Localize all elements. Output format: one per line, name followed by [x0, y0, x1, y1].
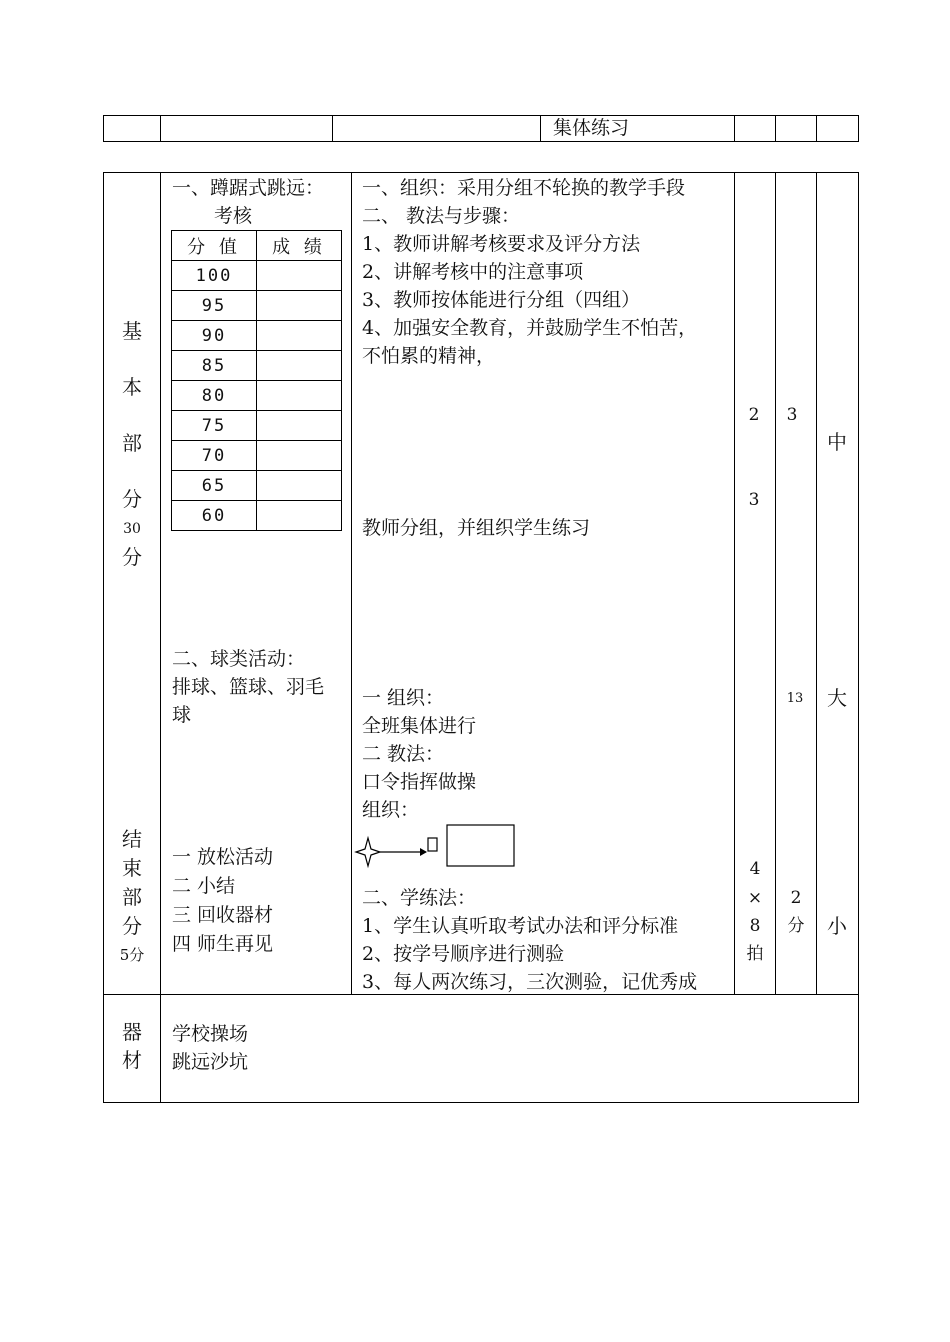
count-b: 13: [786, 691, 804, 706]
method-line: 1、教师讲解考核要求及评分方法: [362, 233, 641, 255]
intensity-c: 小: [827, 914, 847, 938]
score-value: 85: [172, 351, 257, 381]
times-c-char: ×: [747, 888, 763, 908]
times-a: 2: [748, 405, 760, 425]
basic-label-char: 分: [122, 487, 142, 511]
method-line: 口令指挥做操: [362, 771, 477, 793]
jump-subtitle: 考核: [214, 205, 253, 227]
method-line: 4、加强安全教育，并鼓励学生不怕苦，: [362, 317, 698, 339]
grade-cell: [257, 291, 342, 321]
jump-title: 一、蹲踞式跳远：: [172, 177, 325, 199]
grade-cell: [257, 411, 342, 441]
score-value: 75: [172, 411, 257, 441]
grade-cell: [257, 501, 342, 531]
basic-label-char: 部: [122, 431, 142, 455]
score-value: 80: [172, 381, 257, 411]
times-c-char: 4: [749, 859, 761, 879]
score-value: 70: [172, 441, 257, 471]
method-line: 二、学练法：: [362, 887, 477, 909]
end-item: 四 师生再见: [172, 933, 274, 955]
basic-section-unit: 分: [122, 545, 142, 569]
grade-cell: [257, 381, 342, 411]
basic-label-char: 本: [122, 375, 142, 399]
end-section-score: 5分: [119, 946, 145, 964]
equipment-item: 学校操场: [172, 1023, 249, 1045]
method-line: 全班集体进行: [362, 715, 477, 737]
basic-section-score: 30: [123, 521, 141, 537]
method-line: 组织：: [362, 799, 420, 821]
end-label-char: 分: [122, 914, 142, 938]
end-item: 三 回收器材: [172, 904, 274, 926]
intensity-a: 中: [827, 430, 847, 454]
method-line: 3、教师按体能进行分组（四组）: [362, 289, 641, 311]
formation-diagram: [352, 820, 522, 870]
end-label-char: 结: [122, 827, 142, 851]
ball-items-cont: 球: [172, 704, 192, 726]
table-row: [172, 291, 342, 321]
count-a: 3: [786, 405, 798, 425]
count-c-char: 分: [787, 916, 805, 936]
table-row: [172, 321, 342, 351]
count-c-char: 2: [790, 888, 802, 908]
end-item: 一 放松活动: [172, 846, 274, 868]
large-rectangle-icon: [447, 825, 514, 866]
basic-label-char: 基: [122, 319, 142, 343]
top-row-activity: 集体练习: [553, 117, 630, 139]
ball-items: 排球、篮球、羽毛: [172, 676, 325, 698]
table-row: [172, 501, 342, 531]
table-row: [172, 471, 342, 501]
score-value: 100: [172, 261, 257, 291]
end-label-char: 束: [122, 856, 142, 880]
method-line: 2、讲解考核中的注意事项: [362, 261, 584, 283]
ball-title: 二、球类活动：: [172, 648, 306, 670]
end-item: 二 小结: [172, 875, 236, 897]
small-square-icon: [428, 838, 437, 851]
table-row: [172, 351, 342, 381]
method-line: 一、组织：采用分组不轮换的教学手段: [362, 177, 686, 199]
method-line: 一 组织：: [362, 687, 445, 709]
grade-cell: [257, 441, 342, 471]
grade-cell: [257, 471, 342, 501]
score-value: 65: [172, 471, 257, 501]
score-header-grade: 成 绩: [257, 231, 342, 261]
grade-cell: [257, 321, 342, 351]
method-line: 二 教法：: [362, 743, 445, 765]
equipment-label-char: 器: [122, 1020, 142, 1044]
score-table: [171, 230, 342, 531]
method-line: 1、学生认真听取考试办法和评分标准: [362, 915, 679, 937]
times-b: 3: [748, 490, 760, 510]
end-label-char: 部: [122, 885, 142, 909]
score-value: 95: [172, 291, 257, 321]
equipment-label-char: 材: [122, 1048, 142, 1072]
equipment-item: 跳远沙坑: [172, 1051, 249, 1073]
table-row: [172, 261, 342, 291]
table-row: [172, 441, 342, 471]
method-line: 不怕累的精神，: [362, 345, 496, 367]
score-header-value: 分 值: [172, 231, 257, 261]
table-row: [172, 381, 342, 411]
grade-cell: [257, 351, 342, 381]
intensity-b: 大: [827, 686, 847, 710]
score-value: 90: [172, 321, 257, 351]
arrow-head-icon: [420, 848, 427, 856]
score-value: 60: [172, 501, 257, 531]
group-line: 教师分组，并组织学生练习: [362, 517, 591, 539]
times-c-char: 拍: [746, 944, 764, 964]
times-c-char: 8: [749, 916, 761, 936]
method-line: 3、每人两次练习，三次测验，记优秀成: [362, 971, 698, 993]
method-line: 2、按学号顺序进行测验: [362, 943, 565, 965]
method-line: 二、 教法与步骤：: [362, 205, 521, 227]
star-icon: [356, 838, 380, 866]
table-row: [172, 411, 342, 441]
grade-cell: [257, 261, 342, 291]
